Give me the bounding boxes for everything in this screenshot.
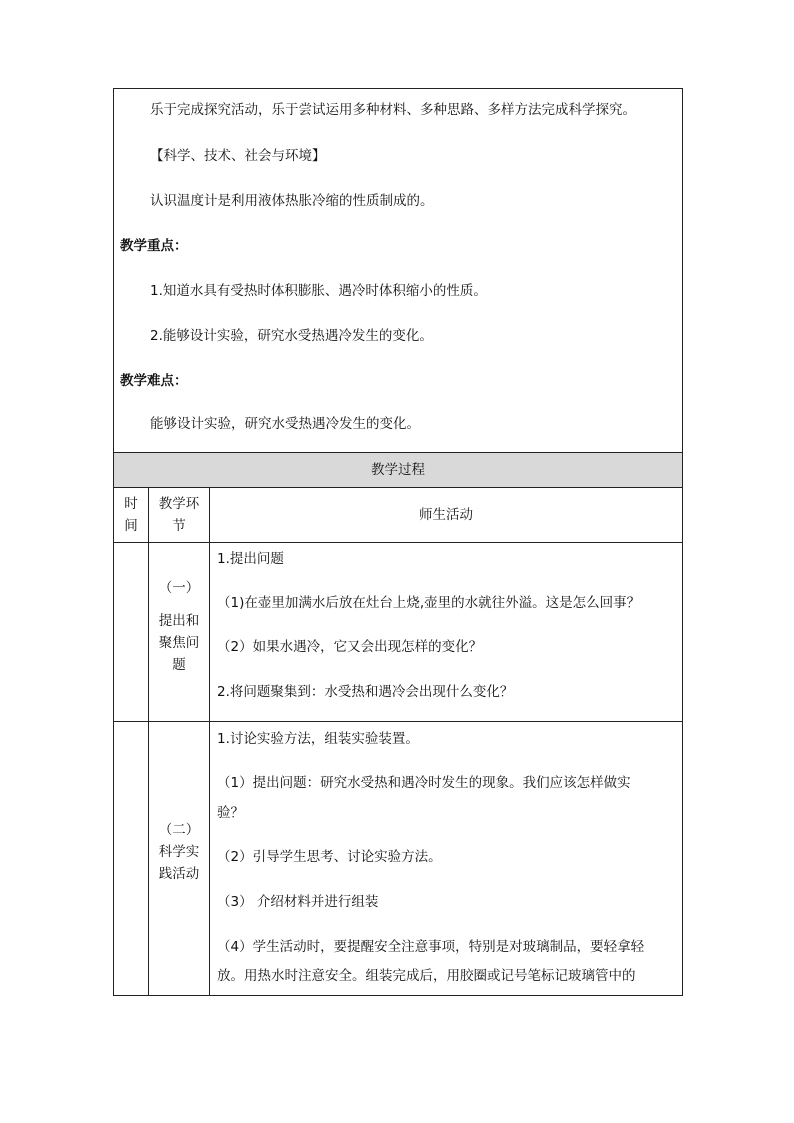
- time-cell: [114, 543, 149, 722]
- activity-cell: [210, 722, 683, 996]
- time-column-header: [114, 488, 149, 543]
- stage-label: （二）: [158, 822, 200, 838]
- stage-label: 科学实: [158, 844, 200, 860]
- stage-cell: [149, 543, 210, 722]
- sts-text: 认识温度计是利用液体热胀冷缩的性质制成的。: [150, 193, 434, 209]
- sts-heading: 【科学、技术、社会与环境】: [150, 148, 326, 164]
- activity-line: 放。用热水时注意安全。组装完成后，用胶圈或记号笔标记玻璃管中的: [217, 968, 636, 984]
- key-point-item: 2.能够设计实验，研究水受热遇冷发生的变化。: [150, 328, 433, 344]
- lesson-plan-table: [113, 88, 683, 996]
- key-point-item: 1.知道水具有受热时体积膨胀、遇冷时体积缩小的性质。: [150, 283, 487, 299]
- stage-label: （一）: [158, 580, 200, 596]
- activity-line: （2）如果水遇冷，它又会出现怎样的变化？: [217, 639, 483, 655]
- stage-cell: [149, 722, 210, 996]
- activity-line: （1)在壶里加满水后放在灶台上烧,壶里的水就往外溢。这是怎么回事？: [217, 595, 641, 611]
- activity-line: （4）学生活动时，要提醒安全注意事项，特别是对玻璃制品，要轻拿轻: [217, 939, 645, 955]
- process-title: 教学过程: [114, 453, 683, 488]
- stage-header-line: 节: [172, 518, 186, 534]
- activity-line: 2.将问题聚集到：水受热和遇冷会出现什么变化？: [217, 684, 514, 700]
- stage-label: 聚焦问: [158, 635, 200, 651]
- difficulties-heading: 教学难点：: [120, 373, 188, 389]
- activity-line: （3） 介绍材料并进行组装: [217, 894, 379, 910]
- activity-line: （2）引导学生思考、讨论实验方法。: [217, 849, 442, 865]
- stage-column-header: [149, 488, 210, 543]
- key-points-heading: 教学重点：: [120, 238, 188, 254]
- activity-line: 1.提出问题: [217, 551, 284, 567]
- objective-line: 乐于完成探究活动，乐于尝试运用多种材料、多种思路、多样方法完成科学探究。: [150, 102, 636, 118]
- difficulties-text: 能够设计实验，研究水受热遇冷发生的变化。: [150, 416, 420, 432]
- lesson-plan-page: [113, 88, 682, 996]
- activity-line: 验？: [217, 805, 244, 821]
- time-cell: [114, 722, 149, 996]
- activity-line: 1.讨论实验方法，组装实验装置。: [217, 731, 419, 747]
- stage-label: 提出和: [158, 613, 200, 629]
- table-row: [114, 722, 683, 996]
- activity-cell: [210, 543, 683, 722]
- activity-column-header: 师生活动: [210, 488, 683, 543]
- objectives-cell: [114, 89, 683, 453]
- time-header-line: 间: [124, 518, 138, 534]
- stage-label: 题: [172, 657, 186, 673]
- activity-line: （1）提出问题：研究水受热和遇冷时发生的现象。我们应该怎样做实: [217, 775, 631, 791]
- stage-header-line: 教学环: [158, 496, 200, 512]
- time-header-line: 时: [124, 496, 138, 512]
- stage-label: 践活动: [158, 866, 200, 882]
- table-row: [114, 543, 683, 722]
